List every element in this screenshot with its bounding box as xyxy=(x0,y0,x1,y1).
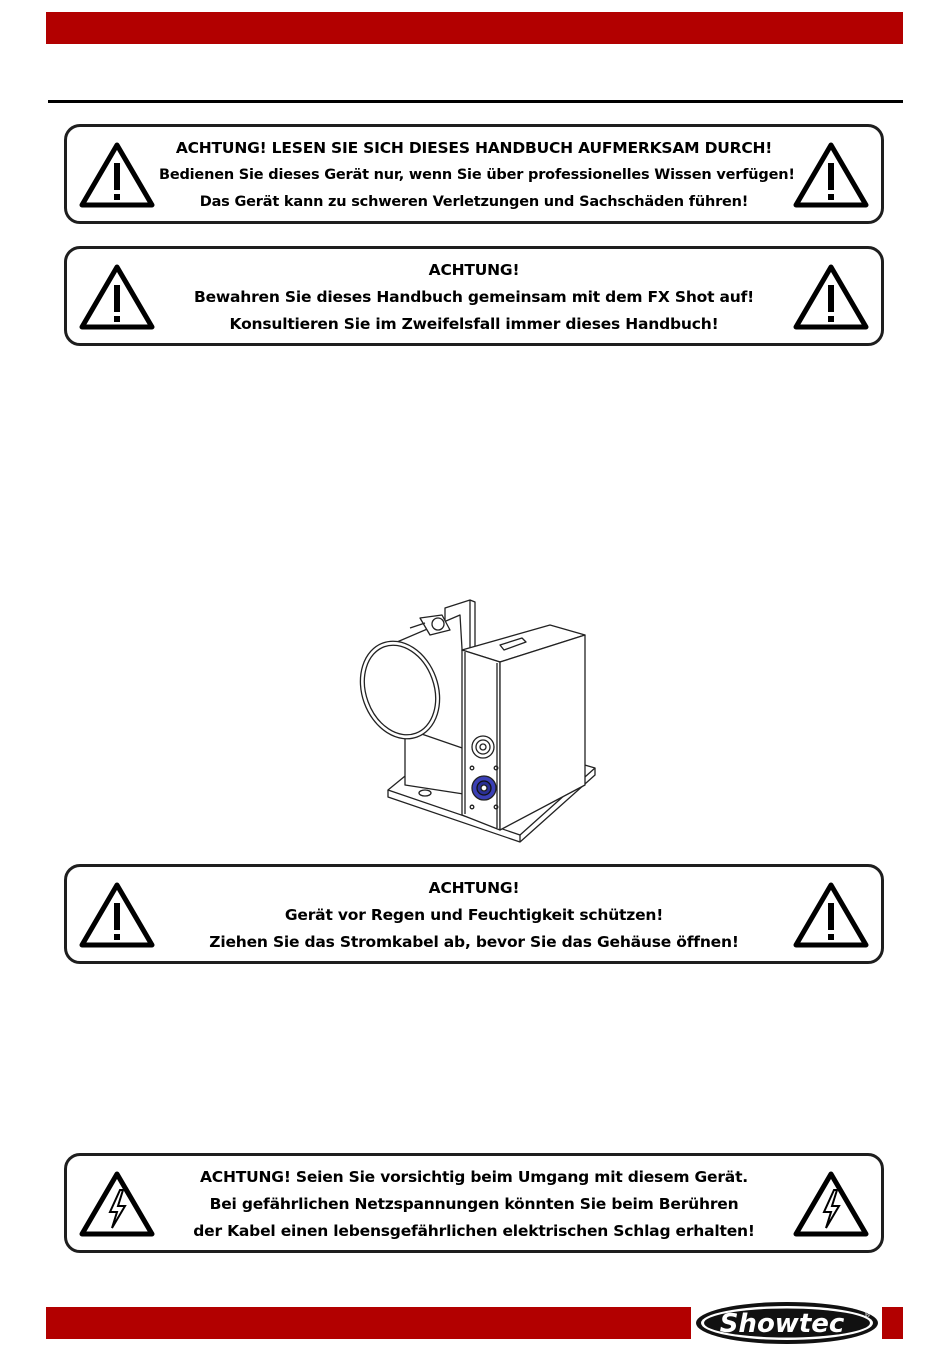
warning-triangle-icon xyxy=(79,263,155,331)
warning-line: ACHTUNG! LESEN SIE SICH DIESES HANDBUCH AUFMERKSAM DURCH! xyxy=(175,139,773,157)
header-red-bar xyxy=(46,12,903,44)
warning-line: ACHTUNG! xyxy=(428,261,520,279)
footer-red-bar-end xyxy=(882,1307,903,1339)
warning-triangle-icon xyxy=(793,263,869,331)
fx-shot-device-illustration xyxy=(350,590,610,850)
warning-box-electric-shock xyxy=(64,1153,884,1253)
high-voltage-icon xyxy=(79,1170,155,1238)
warning-line: Konsultieren Sie im Zweifelsfall immer dieses Handbuch! xyxy=(229,315,719,333)
logo-registered-mark: ® xyxy=(864,1311,871,1319)
warning-line: ACHTUNG! xyxy=(428,879,520,897)
warning-box-moisture xyxy=(64,864,884,964)
warning-line: Gerät vor Regen und Feuchtigkeit schützen! xyxy=(284,906,664,924)
footer-red-bar xyxy=(46,1307,691,1339)
warning-box-read-manual xyxy=(64,124,884,224)
header-rule xyxy=(48,100,903,103)
warning-box-keep-manual xyxy=(64,246,884,346)
warning-triangle-icon xyxy=(793,141,869,209)
warning-line: Bedienen Sie dieses Gerät nur, wenn Sie über professionelles Wissen verfügen! xyxy=(159,167,795,183)
logo-text: Showtec xyxy=(719,1309,845,1339)
warning-line: der Kabel einen lebensgefährlichen elektrischen Schlag erhalten! xyxy=(193,1222,755,1240)
warning-line: Bei gefährlichen Netzspannungen könnten Sie beim Berühren xyxy=(209,1195,739,1213)
warning-line: ACHTUNG! Seien Sie vorsichtig beim Umgang mit diesem Gerät. xyxy=(200,1168,748,1186)
showtec-logo xyxy=(694,1300,880,1346)
warning-line: Das Gerät kann zu schweren Verletzungen und Sachschäden führen! xyxy=(199,194,749,210)
high-voltage-icon xyxy=(793,1170,869,1238)
warning-triangle-icon xyxy=(79,881,155,949)
warning-line: Bewahren Sie dieses Handbuch gemeinsam mit dem FX Shot auf! xyxy=(193,288,755,306)
warning-triangle-icon xyxy=(793,881,869,949)
warning-triangle-icon xyxy=(79,141,155,209)
warning-line: Ziehen Sie das Stromkabel ab, bevor Sie das Gehäuse öffnen! xyxy=(209,933,739,951)
